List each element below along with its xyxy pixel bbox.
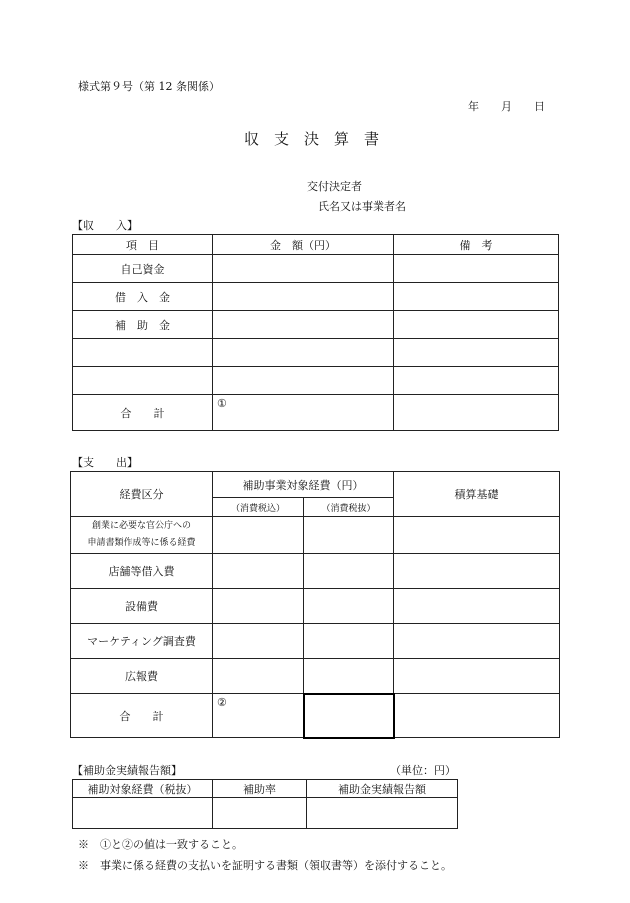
expense-basis-cell[interactable] bbox=[394, 589, 560, 624]
income-amount-cell[interactable] bbox=[213, 367, 394, 395]
expense-header-tax-included: （消費税込） bbox=[213, 498, 304, 517]
expense-category-label: 設備費 bbox=[71, 589, 213, 624]
income-remarks-cell[interactable] bbox=[394, 311, 559, 339]
recipient-name-label: 氏名又は事業者名 bbox=[318, 200, 406, 213]
income-total-label: 合 計 bbox=[73, 395, 213, 431]
table-row bbox=[71, 659, 560, 694]
expense-total-label: 合 計 bbox=[71, 694, 213, 738]
expense-basis-cell[interactable] bbox=[394, 554, 560, 589]
income-remarks-cell[interactable] bbox=[394, 283, 559, 311]
date-line: 年 月 日 bbox=[468, 100, 545, 113]
expense-tax-in-cell[interactable] bbox=[213, 659, 304, 694]
table-row bbox=[71, 624, 560, 659]
income-header-row bbox=[73, 235, 559, 255]
table-row bbox=[73, 311, 559, 339]
income-total-remarks[interactable] bbox=[394, 395, 559, 431]
report-subsidy-expense-cell[interactable] bbox=[73, 798, 213, 829]
note-2: ※ 事業に係る経費の支払いを証明する書類（領収書等）を添付すること。 bbox=[78, 859, 452, 872]
note-1: ※ ①と②の値は一致すること。 bbox=[78, 838, 243, 851]
table-row bbox=[71, 517, 560, 554]
page-title: 収 支 決 算 書 bbox=[244, 130, 380, 148]
expense-basis-cell[interactable] bbox=[394, 659, 560, 694]
expense-total-mark[interactable]: ② bbox=[213, 694, 304, 738]
expense-category-line2: 申請書類作成等に係る経費 bbox=[87, 538, 196, 548]
expense-header-tax-excluded: （消費税抜） bbox=[304, 498, 394, 517]
expense-category-label bbox=[71, 517, 213, 554]
report-heading: 【補助金実績報告額】 bbox=[72, 764, 182, 777]
report-unit: （単位：円） bbox=[390, 764, 456, 777]
report-header-amount: 補助金実績報告額 bbox=[307, 780, 458, 798]
income-item-label[interactable] bbox=[73, 339, 213, 367]
income-item-label: 借 入 金 bbox=[73, 283, 213, 311]
income-table bbox=[72, 234, 559, 431]
report-rate-cell[interactable] bbox=[213, 798, 307, 829]
expense-tax-out-cell[interactable] bbox=[304, 659, 394, 694]
expense-header-category: 経費区分 bbox=[71, 472, 213, 517]
income-remarks-cell[interactable] bbox=[394, 255, 559, 283]
income-amount-cell[interactable] bbox=[213, 283, 394, 311]
form-number: 様式第９号（第 12 条関係） bbox=[78, 80, 220, 93]
expense-basis-cell[interactable] bbox=[394, 517, 560, 554]
table-row bbox=[73, 255, 559, 283]
expense-category-label: 広報費 bbox=[71, 659, 213, 694]
income-amount-cell[interactable] bbox=[213, 339, 394, 367]
expense-basis-cell[interactable] bbox=[394, 624, 560, 659]
income-heading: 【収 入】 bbox=[72, 219, 138, 232]
income-amount-cell[interactable] bbox=[213, 311, 394, 339]
expense-tax-out-cell[interactable] bbox=[304, 589, 394, 624]
recipient-label: 交付決定者 bbox=[307, 180, 362, 193]
expense-tax-in-cell[interactable] bbox=[213, 589, 304, 624]
report-table bbox=[72, 779, 458, 829]
income-total-mark[interactable]: ① bbox=[213, 395, 394, 431]
expense-total-tax-out-cell[interactable] bbox=[304, 694, 394, 738]
income-remarks-cell[interactable] bbox=[394, 339, 559, 367]
table-row bbox=[71, 554, 560, 589]
expense-tax-in-cell[interactable] bbox=[213, 517, 304, 554]
expense-category-line1: 創業に必要な官公庁への bbox=[91, 521, 191, 531]
report-header-rate: 補助率 bbox=[213, 780, 307, 798]
income-header-item: 項 目 bbox=[73, 235, 213, 255]
expense-tax-out-cell[interactable] bbox=[304, 624, 394, 659]
income-total-row bbox=[73, 395, 559, 431]
table-row bbox=[73, 798, 458, 829]
income-header-amount: 金 額（円） bbox=[213, 235, 394, 255]
expense-category-label: 店舗等借入費 bbox=[71, 554, 213, 589]
expense-header-subsidy: 補助事業対象経費（円） bbox=[213, 472, 394, 498]
report-header-subsidy-expense: 補助対象経費（税抜） bbox=[73, 780, 213, 798]
expense-total-basis-cell[interactable] bbox=[394, 694, 560, 738]
expense-header-row bbox=[71, 472, 560, 498]
expense-category-label: マーケティング調査費 bbox=[71, 624, 213, 659]
expense-tax-in-cell[interactable] bbox=[213, 624, 304, 659]
expense-heading: 【支 出】 bbox=[72, 456, 138, 469]
expense-tax-in-cell[interactable] bbox=[213, 554, 304, 589]
report-header-row bbox=[73, 780, 458, 798]
table-row bbox=[71, 589, 560, 624]
expense-table bbox=[70, 471, 560, 739]
income-amount-cell[interactable] bbox=[213, 255, 394, 283]
income-item-label[interactable] bbox=[73, 367, 213, 395]
income-item-label: 自己資金 bbox=[73, 255, 213, 283]
income-remarks-cell[interactable] bbox=[394, 367, 559, 395]
table-row bbox=[73, 283, 559, 311]
income-item-label: 補 助 金 bbox=[73, 311, 213, 339]
expense-tax-out-cell[interactable] bbox=[304, 517, 394, 554]
report-amount-cell[interactable] bbox=[307, 798, 458, 829]
expense-header-basis: 積算基礎 bbox=[394, 472, 560, 517]
income-header-remarks: 備 考 bbox=[394, 235, 559, 255]
table-row bbox=[73, 367, 559, 395]
expense-total-row bbox=[71, 694, 560, 738]
expense-tax-out-cell[interactable] bbox=[304, 554, 394, 589]
table-row bbox=[73, 339, 559, 367]
